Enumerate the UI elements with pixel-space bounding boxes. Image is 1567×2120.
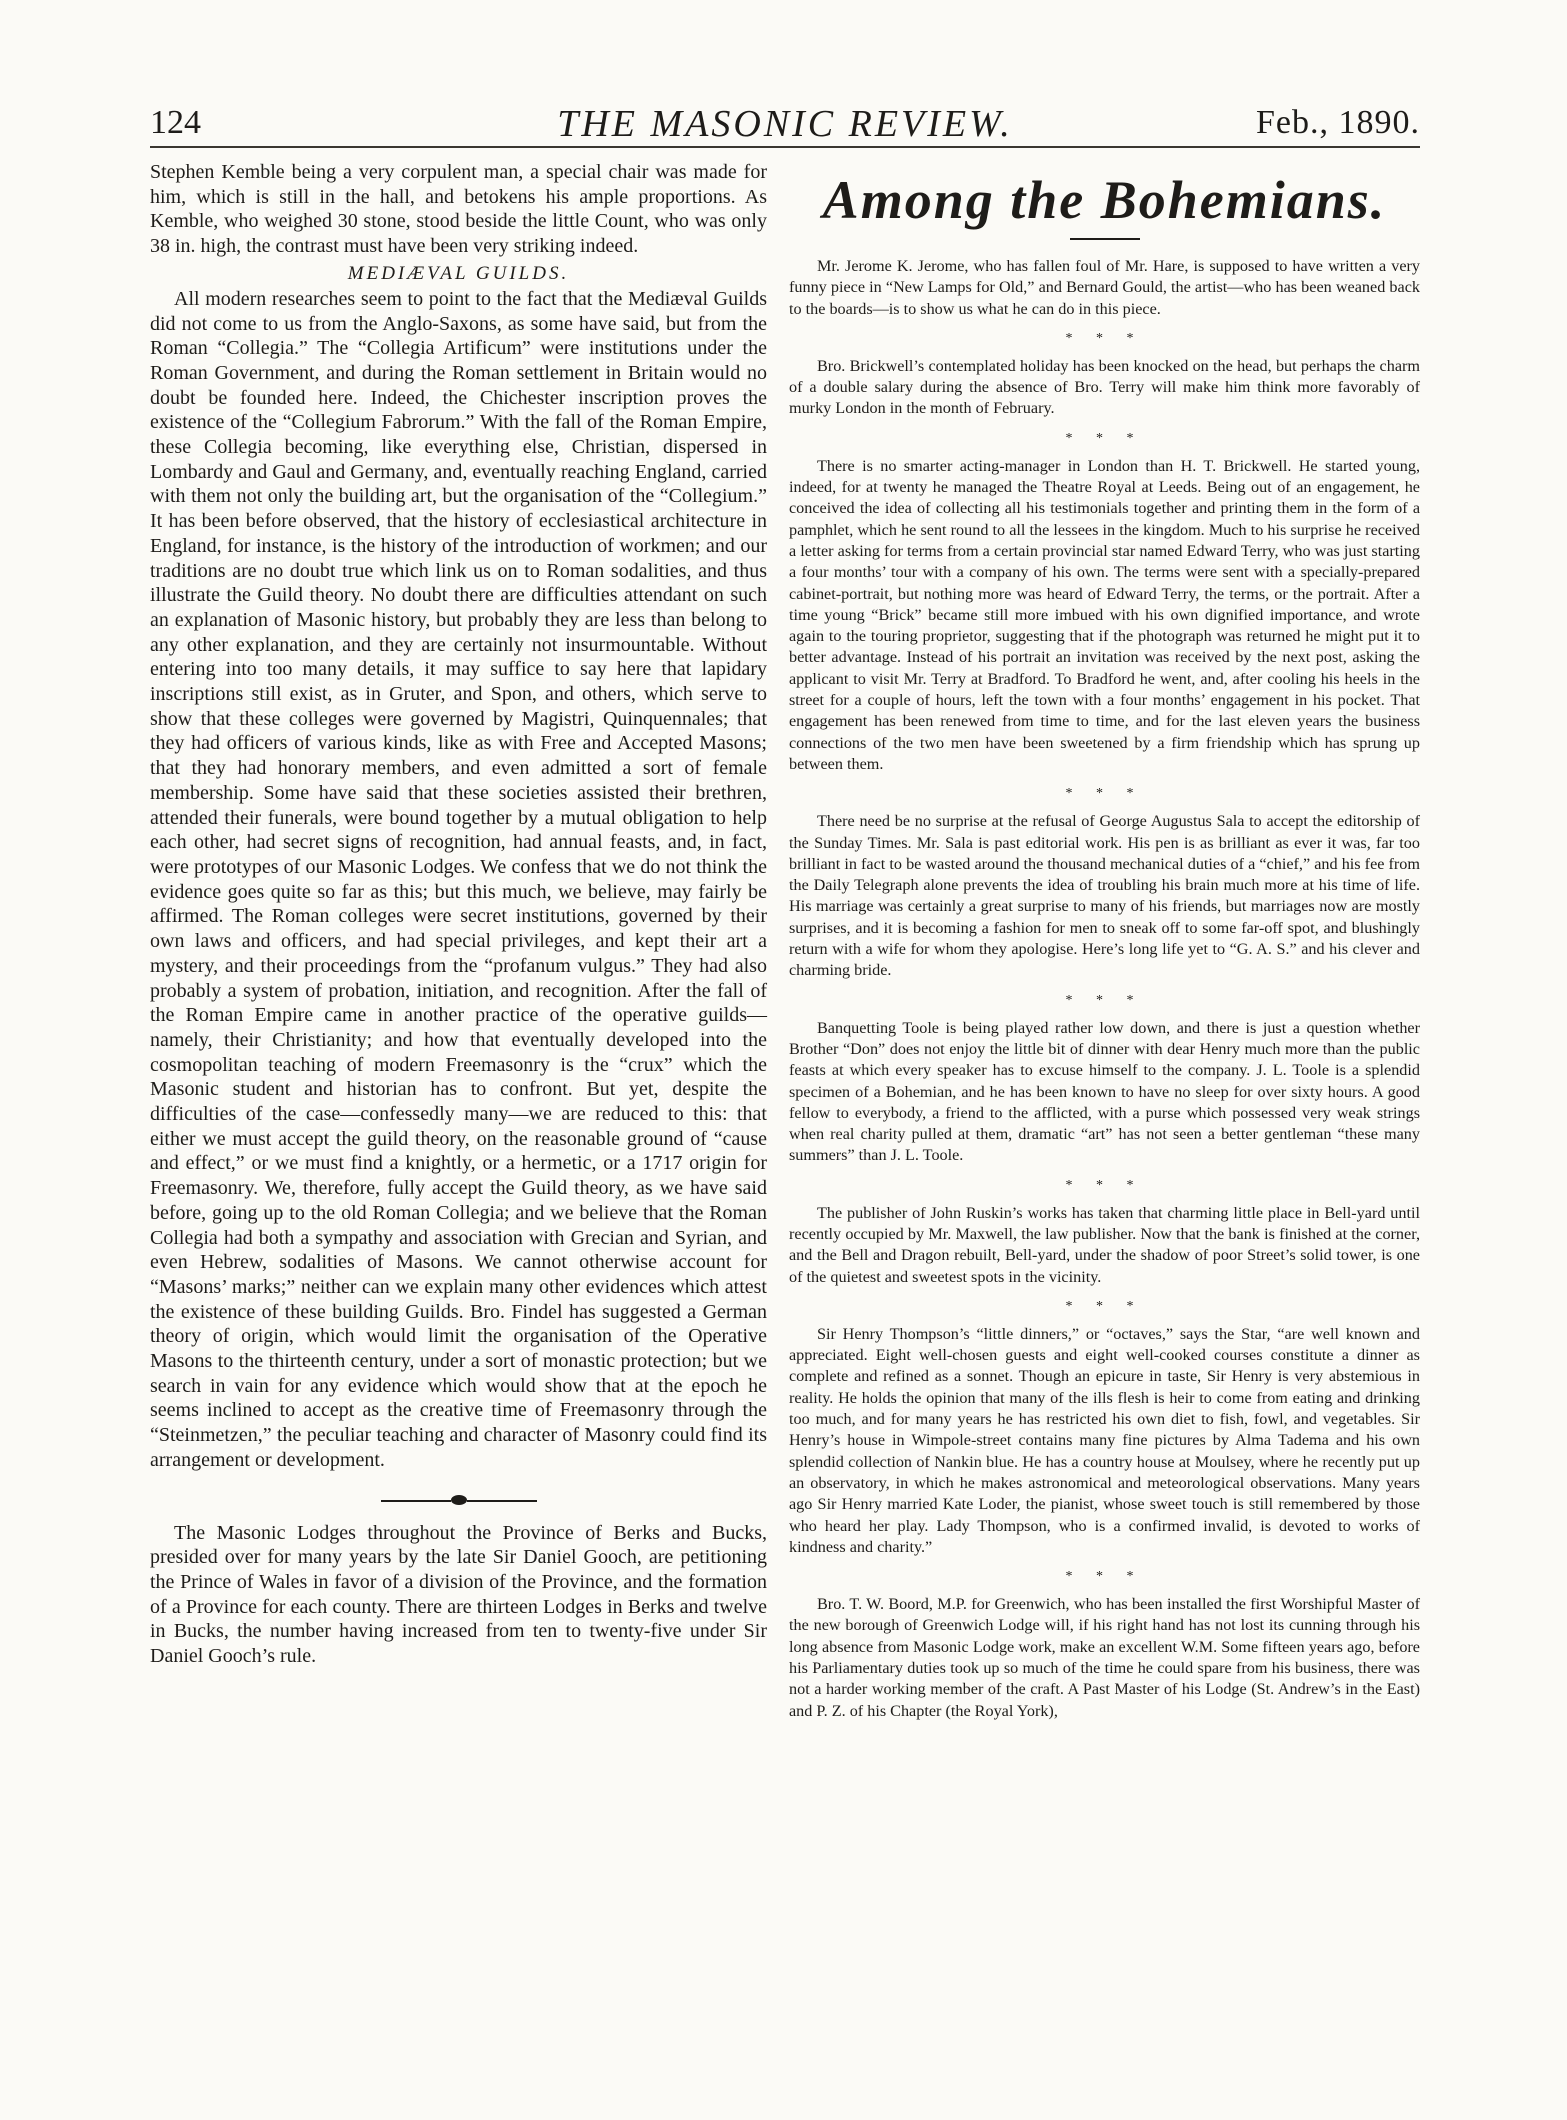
news-item-toole: Banquetting Toole is being played rather low down, and there is just a question whether Brother “Don” does not enjoy the little bit of dinner with dear Henry much more than the public feasts at which every speaker has to excuse himself to the company. J. L. Toole is a splendid specimen of a Bohemian, and he has been known to have no sleep for over sixty hours. A good fellow to everybody, a friend to the afflicted, with a purse which possessed very weak strings when real charity pulled at them, dramatic “art” has not seen a better gentleman “these many summers” than J. L. Toole.: [789, 1018, 1420, 1165]
news-item-ruskin-publisher: The publisher of John Ruskin’s works has taken that charming little place in Bell-yard until recently occupied by Mr. Maxwell, the law publisher. Now that the bank is finished at the corner, and the Bell and Dragon rebuilt, Bell-yard, under the shadow of poor Street’s solid tower, is one of the quietest and sweetest spots in the vicinity.: [789, 1203, 1420, 1286]
ornamental-divider: [150, 1493, 767, 1505]
asterism-separator: * * *: [1065, 430, 1144, 446]
news-item-boord: Bro. T. W. Boord, M.P. for Greenwich, who has been installed the first Worshipful Master of the new borough of Greenwich Lodge will, if his right hand has not lost its cunning through his long absence from Masonic Lodge work, make an excellent W.M. Some fifteen years ago, before his Parliamentary duties took up so much of the time he could spare from his business, there was not a harder working member of the craft. A Past Master of his Lodge (St. Andrew’s in the East) and P. Z. of his Chapter (the Royal York),: [789, 1595, 1420, 1720]
kemble-paragraph: Stephen Kemble being a very corpulent man, a special chair was made for him, which is still in the hall, and betokens his ample proportions. As Kemble, who weighed 30 stone, stood beside the little Count, who was only 38 in. high, the contrast must have been very striking indeed.: [150, 161, 767, 258]
journal-title: THE MASONIC REVIEW.: [557, 103, 1013, 145]
page-number: 124: [150, 104, 201, 141]
news-item-brickwell-holiday: Bro. Brickwell’s contemplated holiday has been knocked on the head, but perhaps the charm of a double salary during the absence of Bro. Terry will make him think more favorably of murky London in the month of February.: [789, 356, 1420, 418]
asterism-separator: * * *: [1065, 1569, 1144, 1585]
berks-bucks-paragraph: The Masonic Lodges throughout the Province of Berks and Bucks, presided over for many years by the late Sir Daniel Gooch, are petitioning the Prince of Wales in favor of a division of the Province, and the formation of a Province for each county. There are thirteen Lodges in Berks and twelve in Bucks, the number having increased from ten to twenty-five under Sir Daniel Gooch’s rule.: [150, 1521, 767, 1668]
asterism-separator: * * *: [1065, 1177, 1144, 1193]
news-item-jerome: Mr. Jerome K. Jerome, who has fallen foul of Mr. Hare, is supposed to have written a very funny piece in “New Lamps for Old,” and Bernard Gould, the artist—who has been weaned back to the boards—is to show us what he can do in this piece.: [789, 257, 1420, 318]
news-item-henry-thompson: Sir Henry Thompson’s “little dinners,” or “octaves,” says the Star, “are well known and appreciated. Eight well-chosen guests and eight well-cooked courses constitute a dinner as complete and refined as a sonnet. Though an epicure in taste, Sir Henry is very abstemious in reality. He holds the opinion that many of the ills flesh is heir to come from eating and drinking too much, and for many years he has restricted his own diet to fish, fowl, and vegetables. Sir Henry’s house in Wimpole-street contains many fine pictures by Alma Tadema and his own splendid collection of Nankin blue. He has a country house at Moulsey, where he recently put up an observatory, in which he makes astronomical and meteorological observations. Many years ago Sir Henry married Kate Loder, the pianist, whose sweet touch is still remembered by those who heard her play. Lady Thompson, who is a confirmed invalid, is devoted to works of kindness and charity.”: [789, 1324, 1420, 1556]
asterism-separator: * * *: [1065, 330, 1144, 346]
header-rule: [150, 146, 1420, 148]
section-title-bohemians: Among the Bohemians.: [822, 170, 1387, 230]
guilds-paragraph: All modern researches seem to point to the fact that the Mediæval Guilds did not come to us from the Anglo-Saxons, as some have said, but from the Roman “Collegia.” The “Collegia Artificum” were institutions under the Roman Government, and during the Roman settlement in Britain would no doubt be founded here. Indeed, the Chichester inscription proves the existence of the “Collegium Fabrorum.” With the fall of the Roman Empire, these Collegia becoming, like everything else, Christian, dispersed in Lombardy and Gaul and Germany, and, eventually reaching England, carried with them not only the building art, but the organisation of the “Collegium.” It has been before observed, that the history of ecclesiastical architecture in England, for instance, is the history of the introduction of workmen; and our traditions are no doubt true which link us on to Roman sodalities, and thus illustrate the Guild theory. No doubt there are difficulties attendant on such an explanation of Masonic history, but probably they are less than belong to any other explanation, and they are certainly not insurmountable. Without entering into too many details, it may suffice to say here that lapidary inscriptions still exist, as in Gruter, and Spon, and others, which serve to show that these colleges were governed by Magistri, Quinquennales; that they had officers of various kinds, like as with Free and Accepted Masons; that they had honorary members, and even admitted a sort of female membership. Some have said that these societies assisted their brethren, attended their funerals, were bound together by a mutual obligation to help each other, had secret signs of recognition, had annual feasts, and, in fact, were prototypes of our Masonic Lodges. We confess that we do not think the evidence goes quite so far as this; but this much, we believe, may fairly be affirmed. The Roman colleges were secret institutions, governed by their own laws and officers, and had special privileges, and kept their art a mystery, and their proceedings from the “profanum vulgus.” They had also probably a system of probation, initiation, and recognition. After the fall of the Roman Empire came in another practice of the operative guilds—namely, their Christianity; and how that eventually developed into the cosmopolitan teaching of modern Freemasonry is the “crux” which the Masonic student and historian has to confront. But yet, despite the difficulties of the case—confessedly many—we are reduced to this: that either we must accept the guild theory, on the reasonable ground of “cause and effect,” or we must find a knightly, or a hermetic, or a 1717 origin for Freemasonry. We, therefore, fully accept the Guild theory, as we have said before, going up to the old Roman Collegia; and we believe that the Roman Collegia had both a sympathy and association with Grecian and Syrian, and even Hebrew, sodalities of Masons. We cannot otherwise account for “Masons’ marks;” neither can we explain many other evidences which attest the existence of these building Guilds. Bro. Findel has suggested a German theory of origin, which would limit the organisation of the Operative Masons to the thirteenth century, under a sort of monastic protection; but we search in vain for any evidence which would show that at the epoch he seems inclined to accept as the creative time of Freemasonry through the “Steinmetzen,” the peculiar teaching and character of Masonry could find its arrangement or development.: [150, 287, 767, 1471]
running-header: [150, 100, 1420, 152]
asterism-separator: * * *: [1065, 786, 1144, 802]
news-item-brickwell: There is no smarter acting-manager in London than H. T. Brickwell. He started young, indeed, for at twenty he managed the Theatre Royal at Leeds. Being out of an engagement, he conceived the idea of collecting all his testimonials together and printing them in the form of a pamphlet, which he sent round to all the lessees in the kingdom. Much to his surprise he received a letter asking for terms from a certain provincial star named Edward Terry, who was just starting a four months’ tour with a company of his own. The terms were sent with a specially-prepared cabinet-portrait, but nothing more was heard of Edward Terry, the terms, or the portrait. After a time young “Brick” became still more imbued with his own dignified importance, and wrote again to the touring proprietor, suggesting that if the photograph was returned he might put it to better advantage. Instead of his portrait an invitation was received by the next post, asking the applicant to visit Mr. Terry at Bradford. To Bradford he went, and, after cooling his heels in the street for a couple of hours, left the town with a four months’ engagement in his pocket. That engagement has been renewed from time to time, and for the last eleven years the business connections of the two men have been sweetened by a firm friendship which has sprung up between them.: [789, 456, 1420, 773]
left-column: [150, 160, 767, 1669]
asterism-separator: * * *: [1065, 1298, 1144, 1314]
news-item-sala: There need be no surprise at the refusal of George Augustus Sala to accept the editorship of the Sunday Times. Mr. Sala is past editorial work. His pen is as brilliant as ever it was, far too brilliant in fact to be wasted around the thousand mechanical duties of a “chief,” and his fee from the Daily Telegraph alone prevents the idea of troubling his brain much more at his time of life. His marriage was certainly a great surprise to many of his friends, but marriages now are mostly surprises, and it is becoming a fashion for men to sneak off to some far-off spot, and blushingly return with a wife for whom they apologise. Here’s long life yet to “G. A. S.” and his clever and charming bride.: [789, 812, 1420, 980]
asterism-separator: * * *: [1065, 992, 1144, 1008]
section-heading-guilds: MEDIÆVAL GUILDS.: [347, 262, 570, 284]
issue-date: Feb., 1890.: [1256, 104, 1420, 141]
right-column: [789, 160, 1420, 1722]
title-rule: [1070, 238, 1140, 240]
